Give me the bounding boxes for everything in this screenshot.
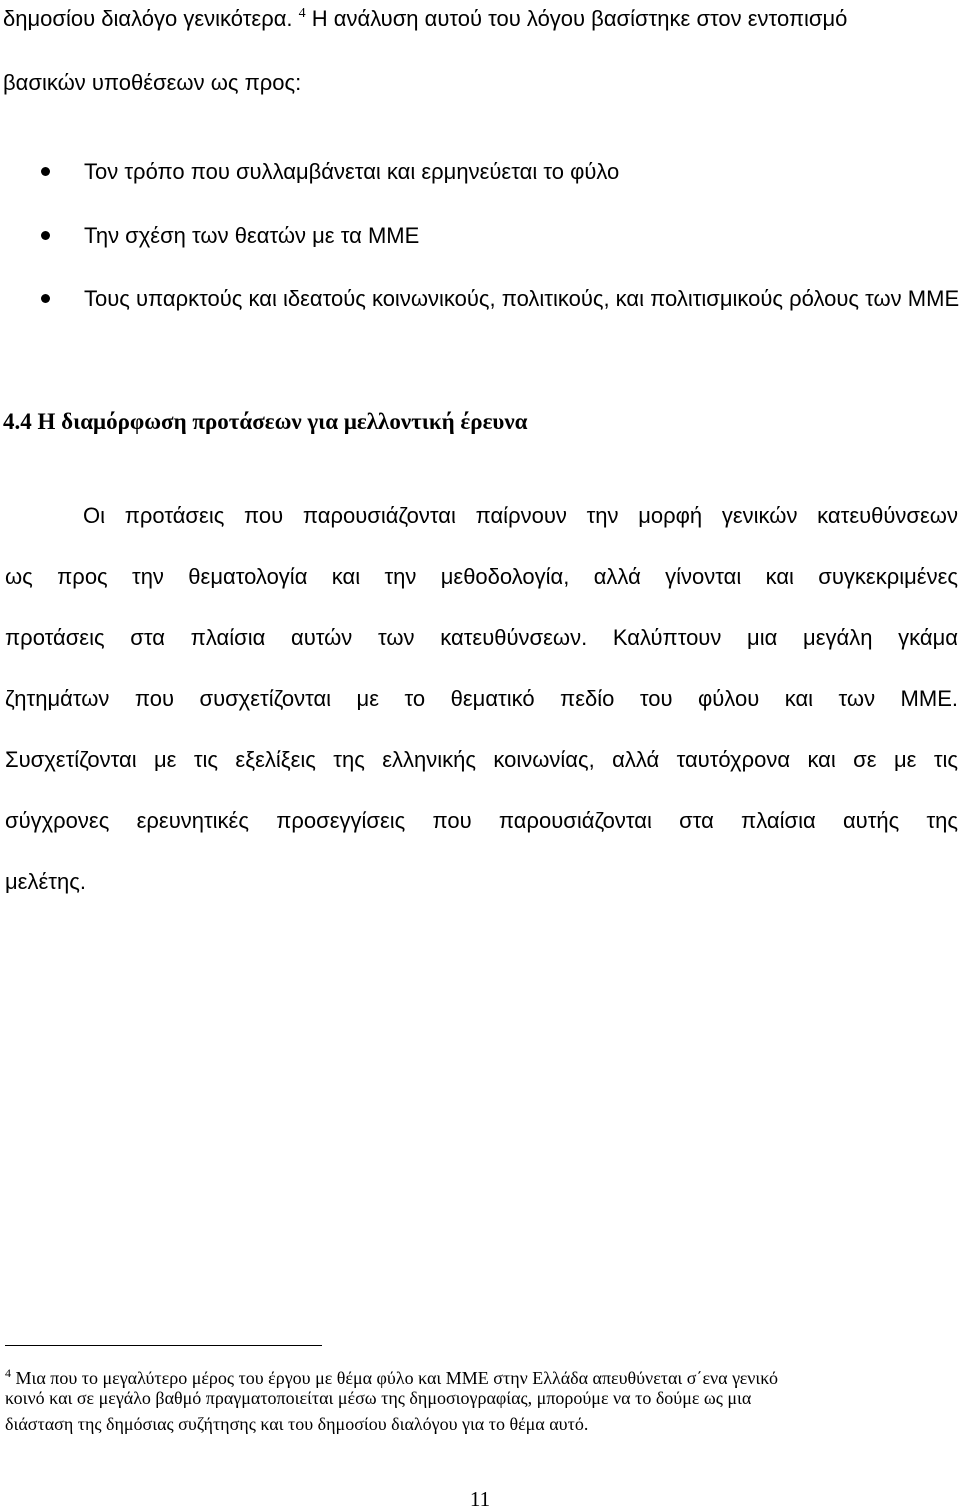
intro-text-start: δημοσίου διαλόγο γενικότερα.	[3, 6, 299, 31]
bullet-icon	[41, 167, 50, 176]
section-heading: 4.4 Η διαμόρφωση προτάσεων για μελλοντική έρευνα	[3, 409, 528, 434]
intro-text-end: Η ανάλυση αυτού του λόγου βασίστηκε στον εντοπισμό	[305, 6, 848, 31]
list-item-text: Την σχέση των θεατών με τα ΜΜΕ	[84, 223, 420, 248]
bullet-icon	[41, 294, 50, 303]
bullet-icon	[41, 231, 50, 240]
footnote-text: Μια που το μεγαλύτερο μέρος του έργου με θέμα φύλο και ΜΜΕ στην Ελλάδα απευθύνεται σ΄ενα γενικό	[11, 1368, 778, 1388]
footnote-separator	[5, 1345, 322, 1346]
paragraph-line: ως προς την θεματολογία και την μεθοδολογία, αλλά γίνονται και συγκεκριμένες	[5, 564, 958, 589]
intro-line-1	[3, 1, 847, 32]
paragraph-line: προτάσεις στα πλαίσια αυτών των κατευθύνσεων. Καλύπτουν μια μεγάλη γκάμα	[5, 625, 958, 650]
paragraph-line: μελέτης.	[5, 869, 86, 894]
footnote-line-2: κοινό και σε μεγάλο βαθμό πραγματοποιείται μέσω της δημοσιογραφίας, μπορούμε να το δούμε ως μια	[5, 1388, 752, 1408]
list-item-text: Τον τρόπο που συλλαμβάνεται και ερμηνεύεται το φύλο	[84, 159, 620, 184]
paragraph-line: Συσχετίζονται με τις εξελίξεις της ελληνικής κοινωνίας, αλλά ταυτόχρονα και σε με τις	[5, 747, 958, 772]
list-item-text: Τους υπαρκτούς και ιδεατούς κοινωνικούς, πολιτικούς, και πολιτισμικούς ρόλους των ΜΜΕ	[84, 286, 960, 311]
paragraph-line: ζητημάτων που συσχετίζονται με το θεματικό πεδίο του φύλου και των ΜΜΕ.	[5, 686, 958, 711]
paragraph-line: Οι προτάσεις που παρουσιάζονται παίρνουν την μορφή γενικών κατευθύνσεων	[83, 503, 958, 528]
intro-line-2: βασικών υποθέσεων ως προς:	[3, 70, 302, 95]
footnote-number: 4	[5, 1366, 11, 1380]
footnote-reference[interactable]: 4	[298, 6, 306, 21]
footnote-line-3: διάσταση της δημόσιας συζήτησης και του δημοσίου διαλόγου για το θέμα αυτό.	[5, 1414, 589, 1434]
paragraph-line: σύγχρονες ερευνητικές προσεγγίσεις που παρουσιάζονται στα πλαίσια αυτής της	[5, 808, 958, 833]
page-number: 11	[469, 1487, 491, 1511]
